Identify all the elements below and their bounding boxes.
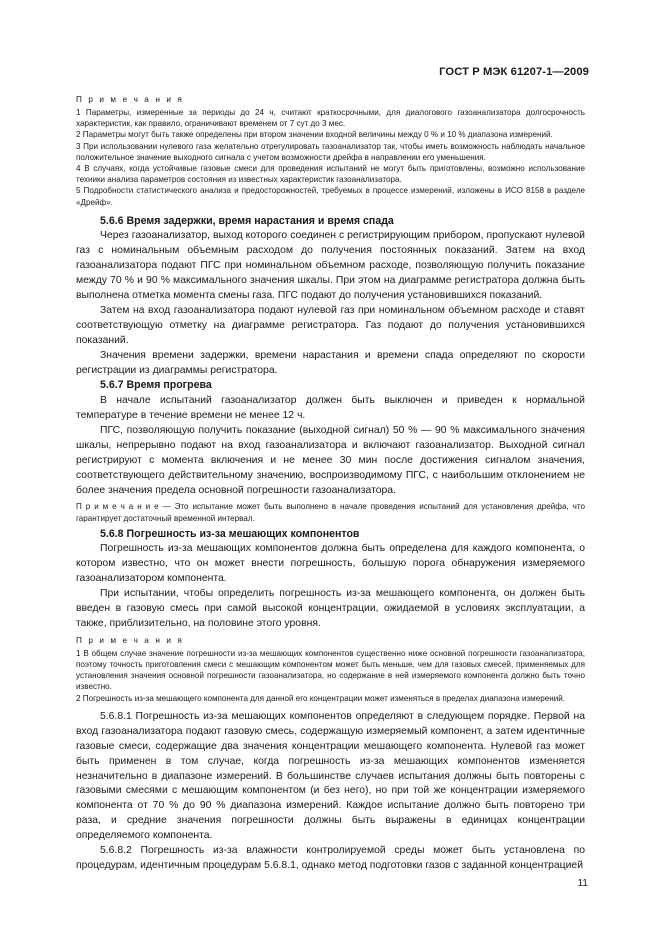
section-heading-5-6-6: 5.6.6 Время задержки, время нарастания и время спада — [100, 214, 394, 227]
note-item: 5 Подробности статистического анализа и предосторожностей, требуемых в процессе измерений, изложены в ИСО 8158 в разделе «Дрейф». — [76, 186, 585, 207]
notes-block-drift — [76, 94, 585, 208]
notes-title: П р и м е ч а н и я — [76, 635, 184, 645]
section-heading-5-6-7: 5.6.7 Время прогрева — [100, 379, 212, 392]
note-item: 1 В общем случае значение погрешности из-за мешающих компонентов существенно ниже основной погрешности газоанализатора, поэтому точность приготовления смеси с мешающим компонентом может быть меньше, чем для газовых смесей, применяемых для установления значения основной погрешности газоанализатора, но содержание в ней измеряемого компонента должно быть точно известно. — [76, 648, 585, 692]
note-item: 4 В случаях, когда устойчивые газовые смеси для проведения испытаний не могут быть приготовлены, возможно использование техники анализа параметров состояния из известных характеристик газоанализатора. — [76, 164, 585, 185]
paragraph: Затем на вход газоанализатора подают нулевой газ при номинальном объемном расходе и ставят соответствующую отметку на диаграмме регистратора. Газ подают до получения установившихся показаний. — [76, 304, 585, 346]
paragraph: Через газоанализатор, выход которого соединен с регистрирующим прибором, пропускают нулевой газ с номинальным объемным расходом до получения постоянных показаний. Затем на вход газоанализатора подают ПГС при номинальном объемном расходе, позволяющую получить показание между 70 % и 90 % максимального значения шкалы. При этом на диаграмме регистратора должна быть выполнена отметка момента смены газа. ПГС подают до получения установившихся показаний. — [76, 230, 585, 302]
note-warmup — [76, 501, 585, 523]
note-item: 2 Параметры могут быть также определены при втором значении входной величины между 0 % и 10 % диапазона измерений. — [76, 130, 553, 140]
paragraph: ПГС, позволяющую получить показание (выходной сигнал) 50 % — 90 % максимального значения шкалы, непрерывно подают на вход газоанализатора и включают газоанализатор. Выходной сигнал регистрируют с момента включения и не менее 30 мин после достижения сигналом значения, соответствующего действительному значению, воспроизводимому ПГС, с наибольшим отклонением не более значения предела основной погрешности газоанализатора. — [76, 424, 585, 496]
notes-block-interference — [76, 635, 585, 704]
note-item: 2 Погрешность из-за мешающего компонента для данной его концентрации может изменяться в пределах диапазона измерений. — [76, 693, 566, 703]
document-code: ГОСТ Р МЭК 61207-1—2009 — [439, 66, 589, 78]
paragraph: В начале испытаний газоанализатор должен быть выключен и приведен к нормальной температуре в течение времени не менее 12 ч. — [76, 395, 585, 421]
paragraph-5-6-8-2: 5.6.8.2 Погрешность из-за влажности контролируемой среды может быть установлена по процедурам, идентичным процедурам 5.6.8.1, однако метод подготовки газов с заданной концентрацией — [76, 845, 585, 871]
page-number: 11 — [577, 878, 588, 889]
note-text: — Это испытание может быть выполнено в начале проведения испытаний для установления дрейфа, что гарантирует достаточный временной интервал. — [76, 502, 585, 523]
notes-title: П р и м е ч а н и я — [76, 95, 184, 104]
paragraph: При испытании, чтобы определить погрешность из-за мешающего компонента, он должен быть введен в газовую смесь при самой высокой концентрации, ожидаемой в условиях эксплуатации, а также, приблизительно, на половине этого уровня. — [76, 588, 585, 629]
paragraph: Значения времени задержки, времени нарастания и времени спада определяют по скорости регистрации из диаграммы регистратора. — [76, 349, 585, 376]
section-heading-5-6-8: 5.6.8 Погрешность из-за мешающих компонентов — [100, 527, 360, 540]
note-label: П р и м е ч а н и е — [76, 502, 159, 512]
note-item: 3 При использовании нулевого газа желательно отрегулировать газоанализатор так, чтобы иметь возможность наблюдать начальное положительное значение выходного сигнала с учетом возможности дрейфа в направлении его уменьшения. — [76, 141, 585, 162]
note-item: 1 Параметры, измеренные за периоды до 24 ч, считают краткосрочными, для диалогового газоанализатора долгосрочность характеристик, как правило, ограничивают временем от 7 сут до 3 мес. — [76, 108, 585, 129]
page-content — [76, 94, 585, 874]
paragraph: Погрешность из-за мешающих компонентов должна быть определена для каждого компонента, о котором известно, что он может внести погрешность, большую порога обнаружения измеряемого газоанализатором компонента. — [76, 543, 585, 585]
paragraph-5-6-8-1: 5.6.8.1 Погрешность из-за мешающих компонентов определяют в следующем порядке. Первой на вход газоанализатора подают газовую смесь, содержащую измеряемый компонент, а затем идентичные газовые смеси, содержащие два значения концентрации мешающего компонента. Нулевой газ может быть применен в том случае, когда погрешность из-за мешающих компонентов изменяется незначительно в диапазоне измерений. В большинстве случаев испытания должны быть повторены с газовыми смесями с мешающим компонентом (и без него), но при той же концентрации измеряемого компонента от 70 % до 90 % диапазона измерений. Каждое испытание должно быть повторено три раза, и средние значения погрешности должны быть выражены в единицах концентрации определяемого компонента. — [76, 710, 585, 842]
